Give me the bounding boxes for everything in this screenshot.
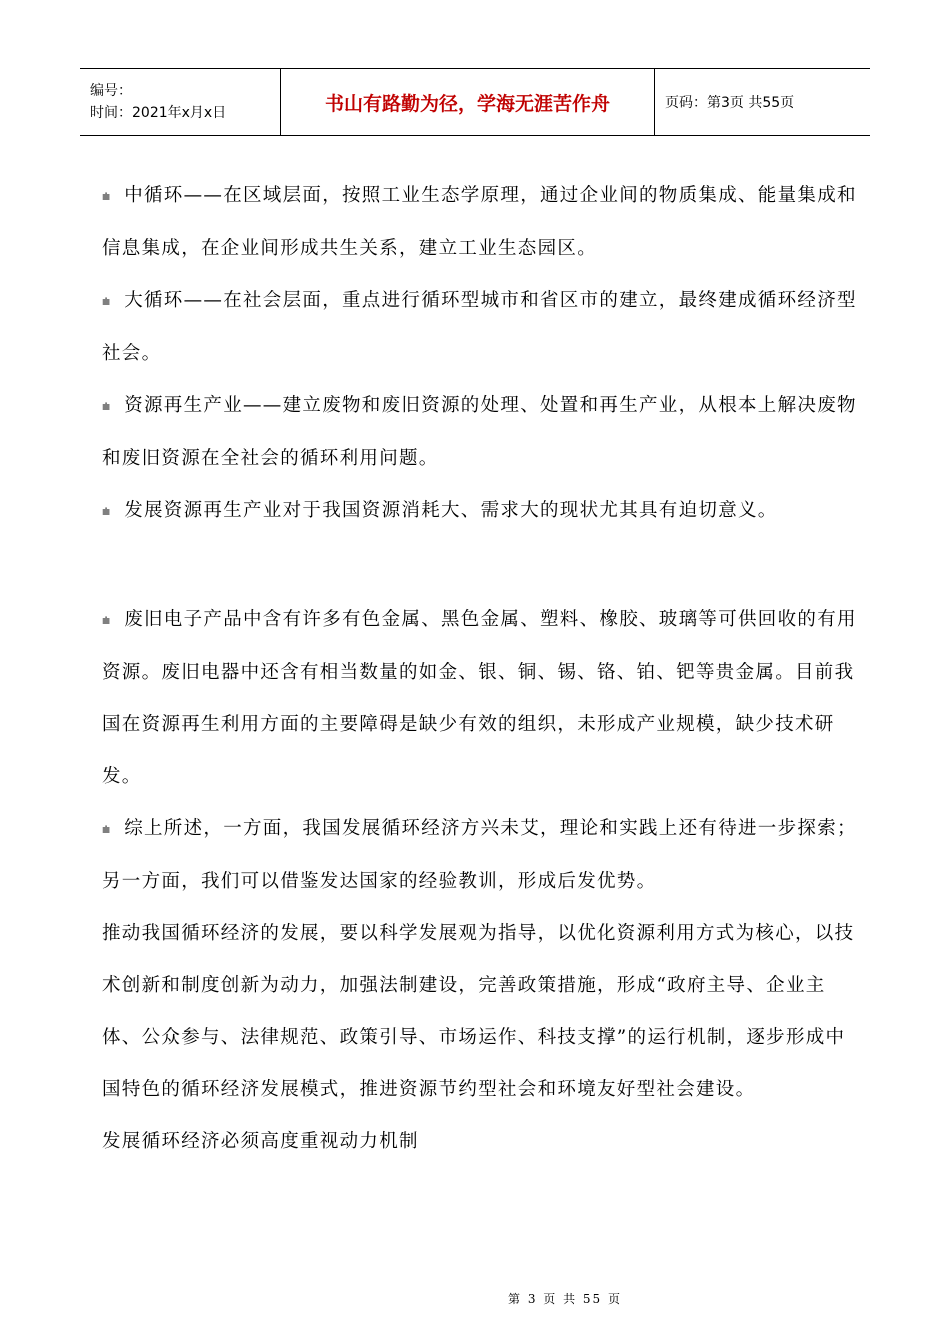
doc-number-label: 编号： [90, 83, 132, 99]
document-body [102, 170, 862, 1168]
paragraph-4: ⩧ 发展资源再生产业对于我国资源消耗大、需求大的现状尤其具有迫切意义。 [102, 500, 778, 521]
header-meta [80, 69, 280, 135]
bullet-icon: ⩧ [102, 822, 111, 838]
paragraph-8: 发展循环经济必须高度重视动力机制 [102, 1131, 419, 1152]
paragraph-gap [102, 538, 862, 594]
paragraph-7: 推动我国循环经济的发展，要以科学发展观为指导，以优化资源利用方式为核心，以技术创新和制度创新为动力，加强法制建设，完善政策措施，形成“政府主导、企业主体、公众参与、法律规范、政策引导、市场运作、科技支撑”的运行机制，逐步形成中国特色的循环经济发展模式，推进资源节约型社会和环境友好型社会建设。 [102, 923, 855, 1100]
header-motto-cell [280, 69, 655, 135]
paragraph-2: ⩧ 大循环——在社会层面，重点进行循环型城市和省区市的建立，最终建成循环经济型社会。 [102, 290, 857, 364]
bullet-icon: ⩧ [102, 294, 111, 310]
header-motto: 书山有路勤为径，学海无涯苦作舟 [324, 92, 610, 115]
paragraph-6: ⩧ 综上所述，一方面，我国发展循环经济方兴未艾，理论和实践上还有待进一步探索；另一方面，我们可以借鉴发达国家的经验教训，形成后发优势。 [102, 818, 857, 892]
doc-time-label: 时间：2021年x月x日 [90, 105, 227, 121]
paragraph-1: ⩧ 中循环——在区域层面，按照工业生态学原理，通过企业间的物质集成、能量集成和信息集成，在企业间形成共生关系，建立工业生态园区。 [102, 185, 857, 259]
bullet-icon: ⩧ [102, 189, 111, 205]
footer-page-number: 第 3 页 共 55 页 [508, 1292, 622, 1306]
page-header [80, 68, 870, 136]
page-footer [0, 1290, 950, 1307]
paragraph-5: ⩧ 废旧电子产品中含有许多有色金属、黑色金属、塑料、橡胶、玻璃等可供回收的有用资源。废旧电器中还含有相当数量的如金、银、铜、锡、铬、铂、钯等贵金属。目前我国在资源再生利用方面的主要障碍是缺少有效的组织，未形成产业规模，缺少技术研发。 [102, 609, 857, 787]
header-page-label: 页码：第3页 共55页 [665, 95, 795, 111]
paragraph-3: ⩧ 资源再生产业——建立废物和废旧资源的处理、处置和再生产业，从根本上解决废物和废旧资源在全社会的循环利用问题。 [102, 395, 857, 469]
bullet-icon: ⩧ [102, 613, 111, 629]
bullet-icon: ⩧ [102, 399, 111, 415]
bullet-icon: ⩧ [102, 504, 111, 520]
header-page-info [655, 69, 870, 135]
